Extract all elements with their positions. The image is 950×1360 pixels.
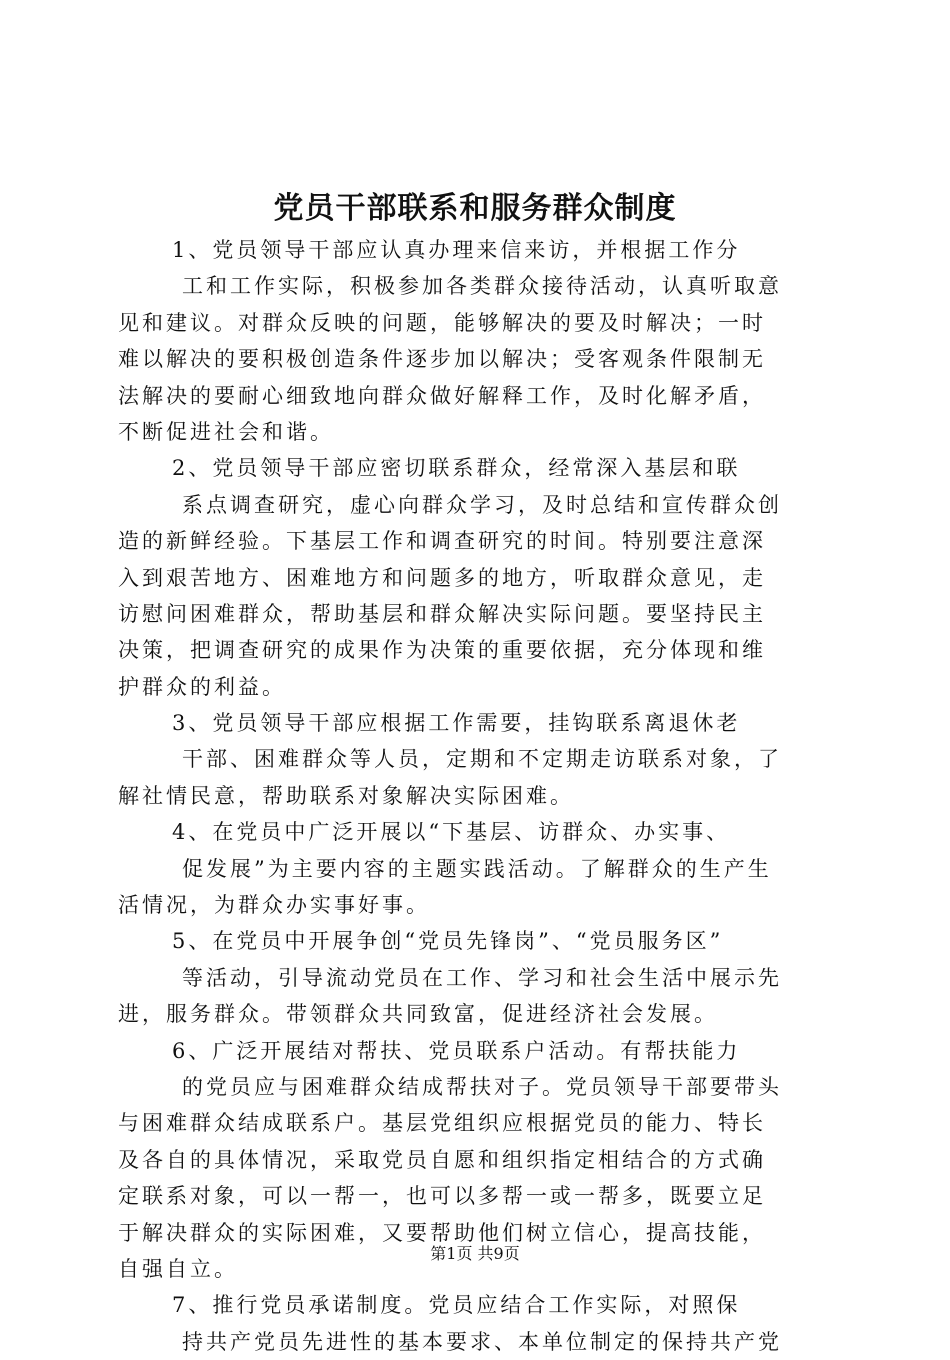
body-text-line: 及各自的具体情况，采取党员自愿和组织指定相结合的方式确 bbox=[118, 1147, 766, 1172]
body-text-line: 3、党员领导干部应根据工作需要，挂钩联系离退休老 bbox=[172, 711, 741, 736]
body-text-line: 工和工作实际，积极参加各类群众接待活动，认真听取意 bbox=[182, 274, 782, 299]
body-text-line: 7、推行党员承诺制度。党员应结合工作实际，对照保 bbox=[172, 1293, 741, 1318]
body-text-line: 的党员应与困难群众结成帮扶对子。党员领导干部要带头 bbox=[182, 1074, 782, 1099]
document-title: 党员干部联系和服务群众制度 bbox=[273, 191, 677, 226]
body-text-line: 促发展”为主要内容的主题实践活动。了解群众的生产生 bbox=[182, 856, 772, 881]
body-text-line: 2、党员领导干部应密切联系群众，经常深入基层和联 bbox=[172, 456, 741, 481]
body-text-line: 定联系对象，可以一帮一，也可以多帮一或一帮多，既要立足 bbox=[118, 1184, 766, 1209]
body-text-line: 护群众的利益。 bbox=[118, 674, 286, 699]
body-text-line: 4、在党员中广泛开展以“下基层、访群众、办实事、 bbox=[172, 820, 731, 845]
body-text-line: 6、广泛开展结对帮扶、党员联系户活动。有帮扶能力 bbox=[172, 1038, 741, 1063]
body-text-line: 活情况，为群众办实事好事。 bbox=[118, 893, 430, 918]
body-text-line: 1、党员领导干部应认真办理来信来访，并根据工作分 bbox=[172, 238, 741, 262]
body-text-line: 访慰问困难群众，帮助基层和群众解决实际问题。要坚持民主 bbox=[118, 601, 766, 626]
body-text-line: 解社情民意，帮助联系对象解决实际困难。 bbox=[118, 783, 574, 808]
body-text-line: 干部、困难群众等人员，定期和不定期走访联系对象，了 bbox=[182, 747, 782, 772]
body-text-line: 决策，把调查研究的成果作为决策的重要依据，充分体现和维 bbox=[118, 638, 766, 663]
body-text-line: 5、在党员中开展争创“党员先锋岗”、“党员服务区” bbox=[172, 929, 724, 954]
body-text-line: 自强自立。 bbox=[118, 1256, 238, 1281]
document-body bbox=[118, 232, 838, 1360]
body-text-line: 法解决的要耐心细致地向群众做好解释工作，及时化解矛盾， bbox=[118, 383, 766, 408]
body-text-line: 系点调查研究，虚心向群众学习，及时总结和宣传群众创 bbox=[182, 492, 782, 517]
body-text-line: 等活动，引导流动党员在工作、学习和社会生活中展示先 bbox=[182, 965, 782, 990]
body-text-line: 难以解决的要积极创造条件逐步加以解决；受客观条件限制无 bbox=[118, 347, 766, 372]
body-text-line: 持共产党员先进性的基本要求、本单位制定的保持共产党 bbox=[182, 1329, 782, 1354]
body-text-line: 见和建议。对群众反映的问题，能够解决的要及时解决；一时 bbox=[118, 310, 766, 335]
body-text-line: 入到艰苦地方、困难地方和问题多的地方，听取群众意见，走 bbox=[118, 565, 766, 590]
body-text-line: 不断促进社会和谐。 bbox=[118, 419, 334, 444]
body-text-line: 造的新鲜经验。下基层工作和调查研究的时间。特别要注意深 bbox=[118, 529, 766, 554]
body-text-line: 于解决群众的实际困难，又要帮助他们树立信心，提高技能， bbox=[118, 1220, 766, 1245]
page-footer: 第1页 共9页 bbox=[430, 1244, 520, 1263]
body-text-line: 进，服务群众。带领群众共同致富，促进经济社会发展。 bbox=[118, 1002, 718, 1027]
body-text-line: 与困难群众结成联系户。基层党组织应根据党员的能力、特长 bbox=[118, 1111, 766, 1136]
